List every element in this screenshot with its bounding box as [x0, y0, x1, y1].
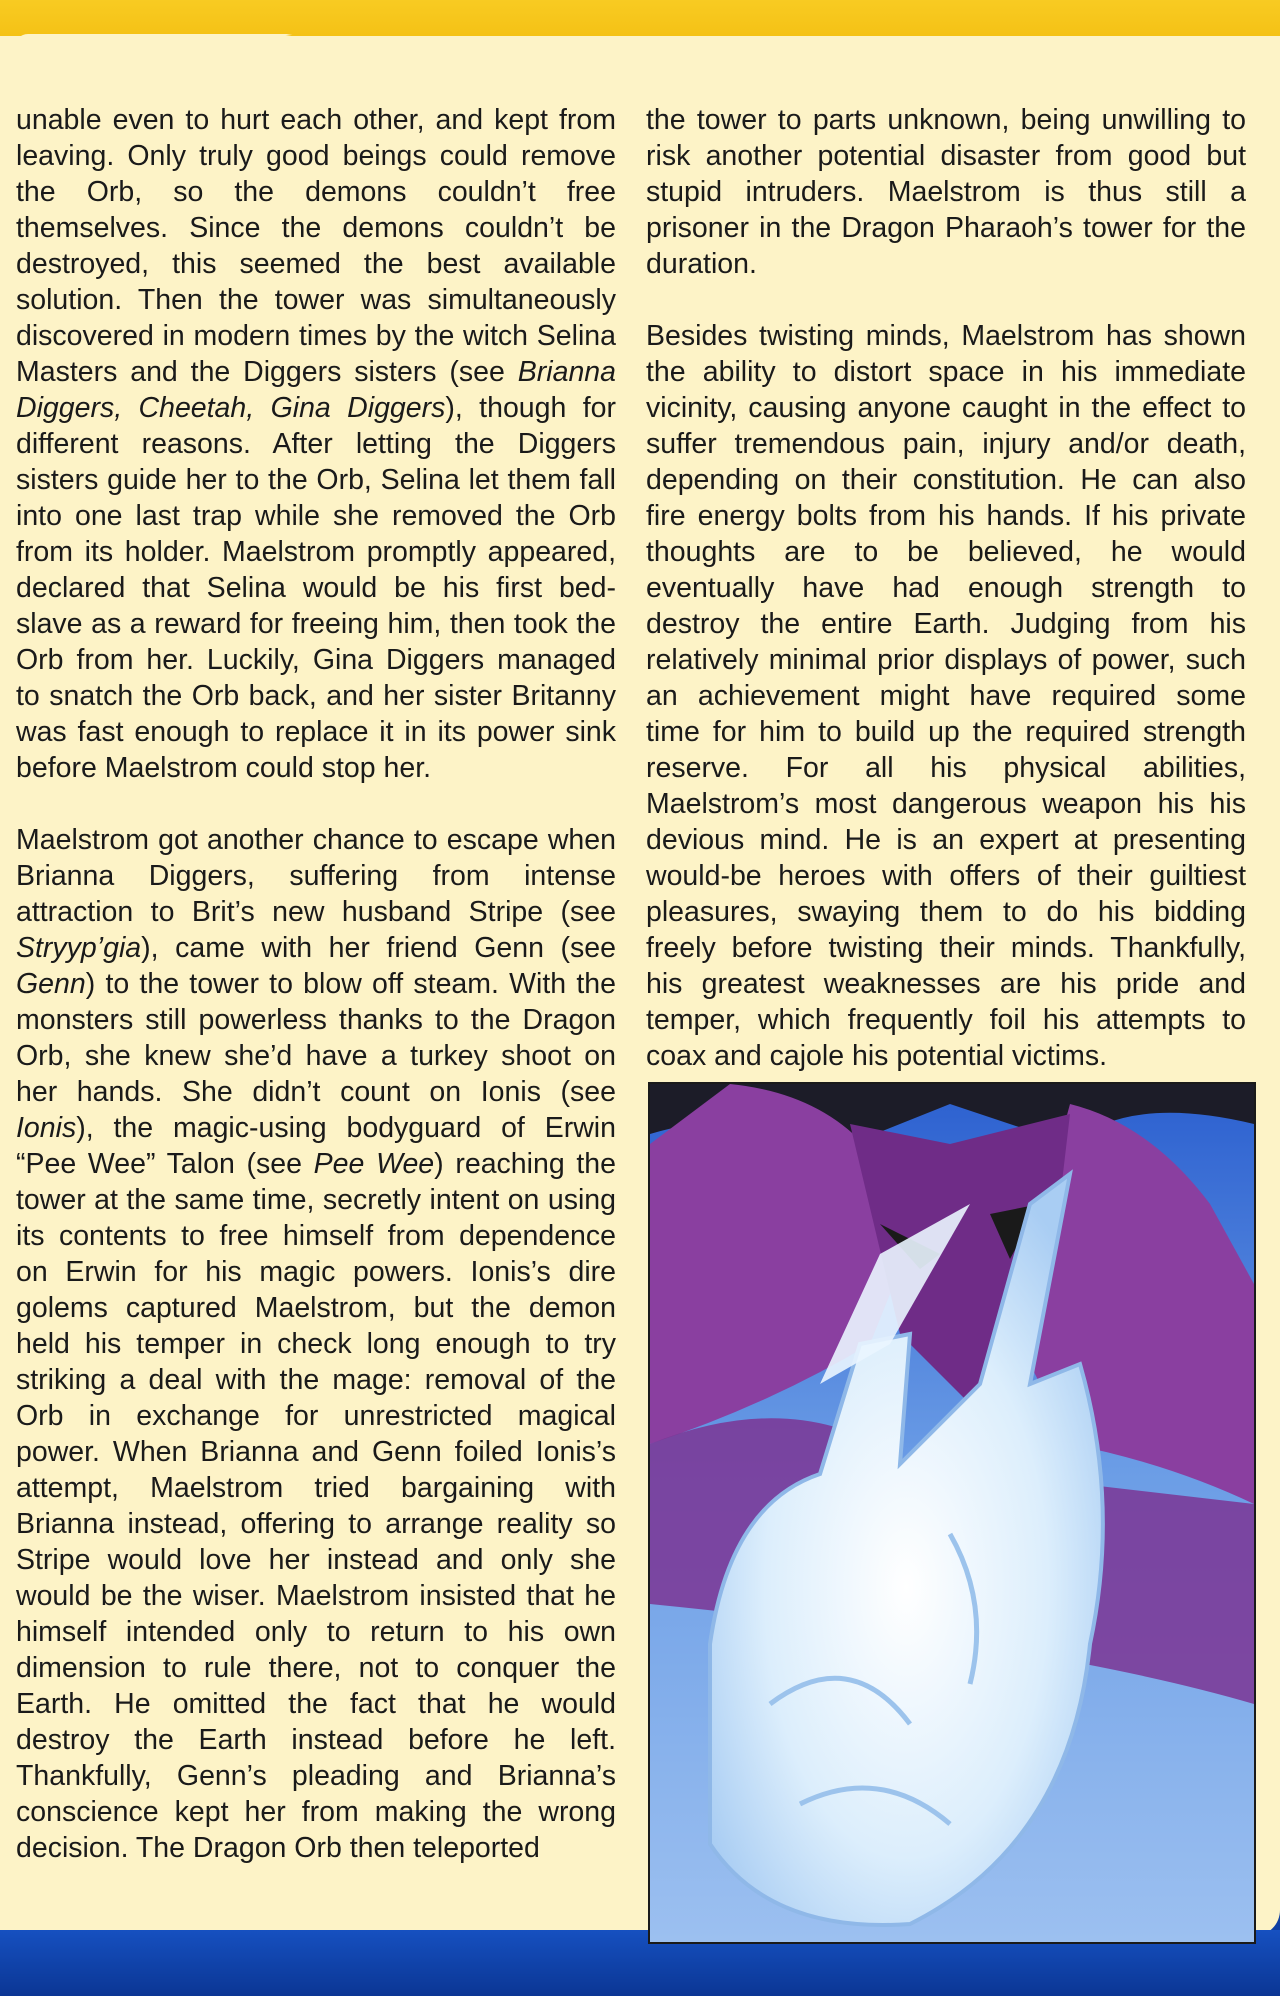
header-tab-slope: [214, 34, 314, 86]
right-paragraph-2: Besides twisting minds, Maelstrom has shown the ability to distort space in his immediate vicinity, causing anyone caught in the effect to suffer tremendous pain, injury and/or death, depending on their constitution. He can also fire energy bolts from his hands. If his private thoughts are to be believed, he would eventually have had enough strength to destroy the entire Earth. Judging from his relatively minimal prior displays of power, such an achievement might have required some time for him to build up the required strength reserve. For all his physical abilities, Maelstrom’s most dangerous weapon his his devious mind. He is an expert at presenting would-be heroes with offers of their guiltiest pleasures, swaying them to do his bidding freely before twisting their minds. Thankfully, his greatest weaknesses are his pride and temper, which frequently foil his attempts to coax and cajole his potential victims.: [646, 320, 1246, 1072]
left-text-column: [16, 102, 616, 1902]
maelstrom-artwork: [650, 1084, 1254, 1942]
cross-reference: Stryyp’gia: [16, 932, 142, 964]
cross-reference: Brianna Diggers, Cheetah, Gina Diggers: [16, 356, 616, 424]
right-paragraph-1: the tower to parts unknown, being unwilling to risk another potential disaster from good but stupid intruders. Maelstrom is thus still a prisoner in the Dragon Pharaoh’s tower for the duration.: [646, 104, 1246, 280]
left-paragraph-1: unable even to hurt each other, and kept from leaving. Only truly good beings could remove the Orb, so the demons couldn’t free themselves. Since the demons couldn’t be destroyed, this seemed the best available solution. Then the tower was simultaneously discovered in modern times by the witch Selina Masters and the Diggers sisters (see Brianna Diggers, Cheetah, Gina Diggers), though for different reasons. After letting the Diggers sisters guide her to the Orb, Selina let them fall into one last trap while she removed the Orb from its holder. Maelstrom promptly appeared, declared that Selina would be his first bed-slave as a reward for freeing him, then took the Orb from her. Luckily, Gina Diggers managed to snatch the Orb back, and her sister Britanny was fast enough to replace it in its power sink before Maelstrom could stop her.: [16, 104, 616, 784]
cross-reference: Genn: [16, 968, 86, 1000]
header-tab: [14, 34, 224, 86]
cross-reference: Pee Wee: [313, 1148, 435, 1180]
right-text-column: [646, 102, 1246, 1110]
maelstrom-illustration: [648, 1082, 1256, 1944]
cross-reference: Ionis: [16, 1112, 77, 1144]
left-paragraph-2: Maelstrom got another chance to escape when Brianna Diggers, suffering from intense attraction to Brit’s new husband Stripe (see Stryyp’gia), came with her friend Genn (see Genn) to the tower to blow off steam. With the monsters still powerless thanks to the Dragon Orb, she knew she’d have a turkey shoot on her hands. She didn’t count on Ionis (see Ionis), the magic-using bodyguard of Erwin “Pee Wee” Talon (see Pee Wee) reaching the tower at the same time, secretly intent on using its contents to free himself from dependence on Erwin for his magic powers. Ionis’s dire golems captured Maelstrom, but the demon held his temper in check long enough to try striking a deal with the mage: removal of the Orb in exchange for unrestricted magical power. When Brianna and Genn foiled Ionis’s attempt, Maelstrom tried bargaining with Brianna instead, offering to arrange reality so Stripe would love her instead and only she would be the wiser. Maelstrom insisted that he himself intended only to return to his own dimension to rule there, not to conquer the Earth. He omitted the fact that he would destroy the Earth instead before he left. Thankfully, Genn’s pleading and Brianna’s conscience kept her from making the wrong decision. The Dragon Orb then teleported: [16, 824, 616, 1864]
